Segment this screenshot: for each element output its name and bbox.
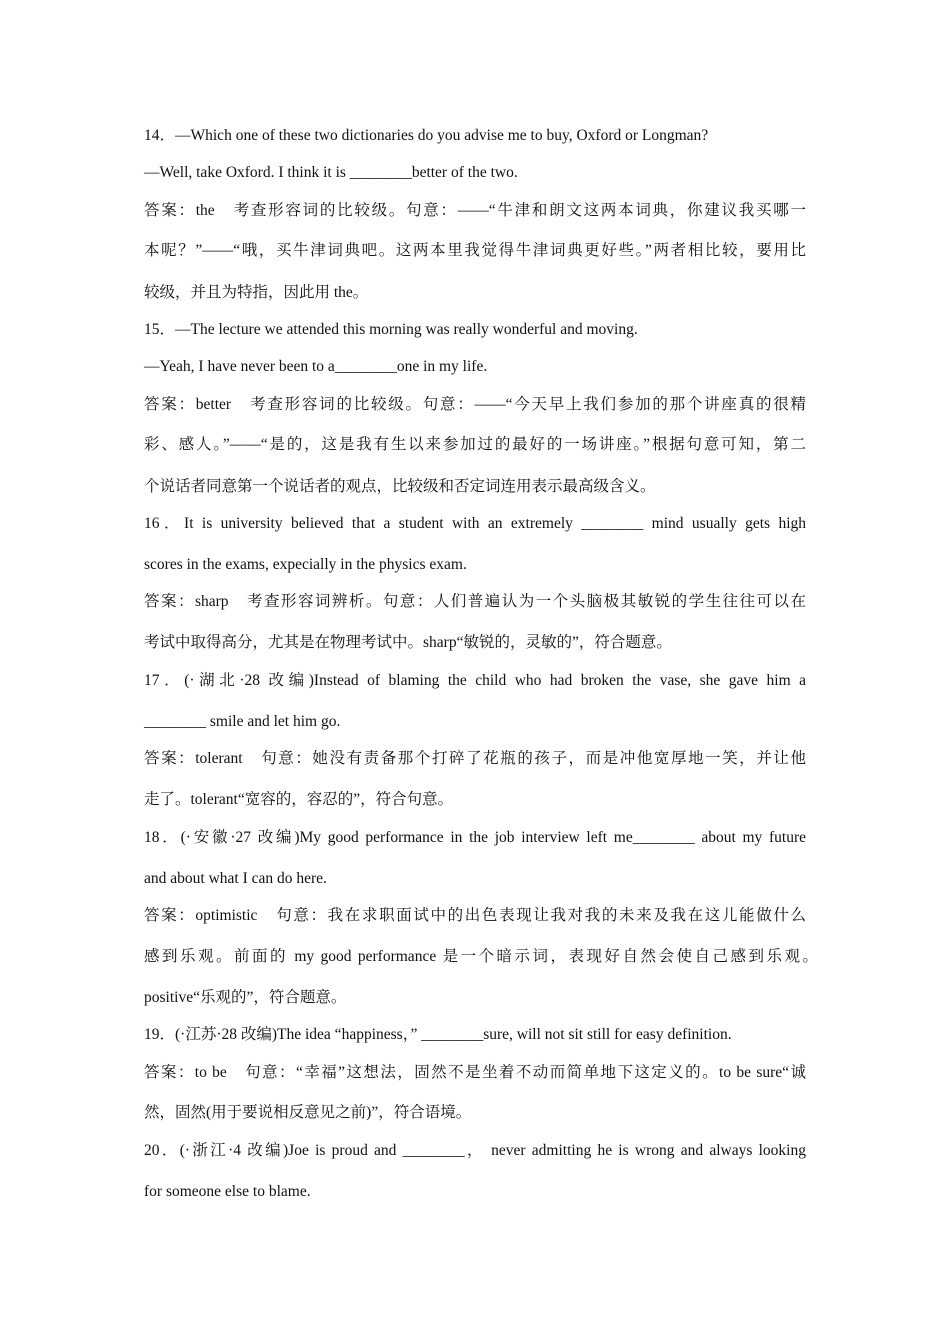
q18-answer-line-2: 感到乐观。前面的 my good performance 是一个暗示词，表现好自然会使自己感到乐观。: [144, 948, 818, 965]
q16-answer-line-1: 答案：sharp 考查形容词辨析。句意：人们普遍认为一个头脑极其敏锐的学生往往可以在: [144, 593, 806, 610]
q17-answer-line-1: 答案：tolerant 句意：她没有责备那个打碎了花瓶的孩子，而是冲他宽厚地一笑，并让他: [144, 750, 806, 767]
q18-question-line-1: 18．(·安徽·27 改编)My good performance in the job interview left me________ about my future: [144, 829, 806, 846]
q17-question-line-2: ________ smile and let him go.: [144, 713, 341, 730]
q14-answer-line-2: 本呢？”——“哦，买牛津词典吧。这两本里我觉得牛津词典更好些。”两者相比较，要用比: [144, 242, 806, 259]
q20-question-line-1: 20．(·浙江·4 改编)Joe is proud and ________， never admitting he is wrong and always looking: [144, 1142, 806, 1159]
q14-response-line: —Well, take Oxford. I think it is ________better of the two.: [144, 164, 518, 181]
q19-answer-line-1: 答案：to be 句意：“幸福”这想法，固然不是坐着不动而简单地下这定义的。to be sure“诚: [144, 1064, 806, 1081]
q20-question-line-2: for someone else to blame.: [144, 1183, 311, 1200]
q15-answer-line-2: 彩、感人。”——“是的，这是我有生以来参加过的最好的一场讲座。”根据句意可知，第二: [144, 436, 806, 453]
q18-question-line-2: and about what I can do here.: [144, 870, 327, 887]
q16-answer-line-2: 考试中取得高分，尤其是在物理考试中。sharp“敏锐的，灵敏的”，符合题意。: [144, 634, 672, 651]
q19-answer-line-2: 然，固然(用于要说相反意见之前)”，符合语境。: [144, 1104, 472, 1121]
q14-answer-line-3: 较级，并且为特指，因此用 the。: [144, 284, 369, 301]
q17-question-line-1: 17．(·湖北·28 改编)Instead of blaming the child who had broken the vase, she gave him a: [144, 672, 806, 689]
q14-question-line: 14．—Which one of these two dictionaries do you advise me to buy, Oxford or Longman?: [144, 127, 709, 144]
q15-answer-line-3: 个说话者同意第一个说话者的观点，比较级和否定词连用表示最高级含义。: [144, 478, 656, 495]
q16-question-line-2: scores in the exams, expecially in the physics exam.: [144, 556, 467, 573]
q18-answer-line-3: positive“乐观的”，符合题意。: [144, 989, 347, 1006]
q19-question-line: 19．(·江苏·28 改编)The idea “happiness，” ________sure, will not sit still for easy definition.: [144, 1026, 732, 1043]
q14-answer-line-1: 答案：the 考查形容词的比较级。句意：——“牛津和朗文这两本词典，你建议我买哪一: [144, 202, 806, 219]
q15-question-line: 15．—The lecture we attended this morning was really wonderful and moving.: [144, 321, 638, 338]
q15-response-line: —Yeah, I have never been to a________one in my life.: [144, 358, 488, 375]
q15-answer-line-1: 答案：better 考查形容词的比较级。句意：——“今天早上我们参加的那个讲座真的很精: [144, 396, 806, 413]
q17-answer-line-2: 走了。tolerant“宽容的，容忍的”，符合句意。: [144, 791, 454, 808]
q18-answer-line-1: 答案：optimistic 句意：我在求职面试中的出色表现让我对我的未来及我在这儿能做什么: [144, 907, 806, 924]
q16-question-line-1: 16．It is university believed that a student with an extremely ________ mind usually gets high: [144, 515, 806, 532]
